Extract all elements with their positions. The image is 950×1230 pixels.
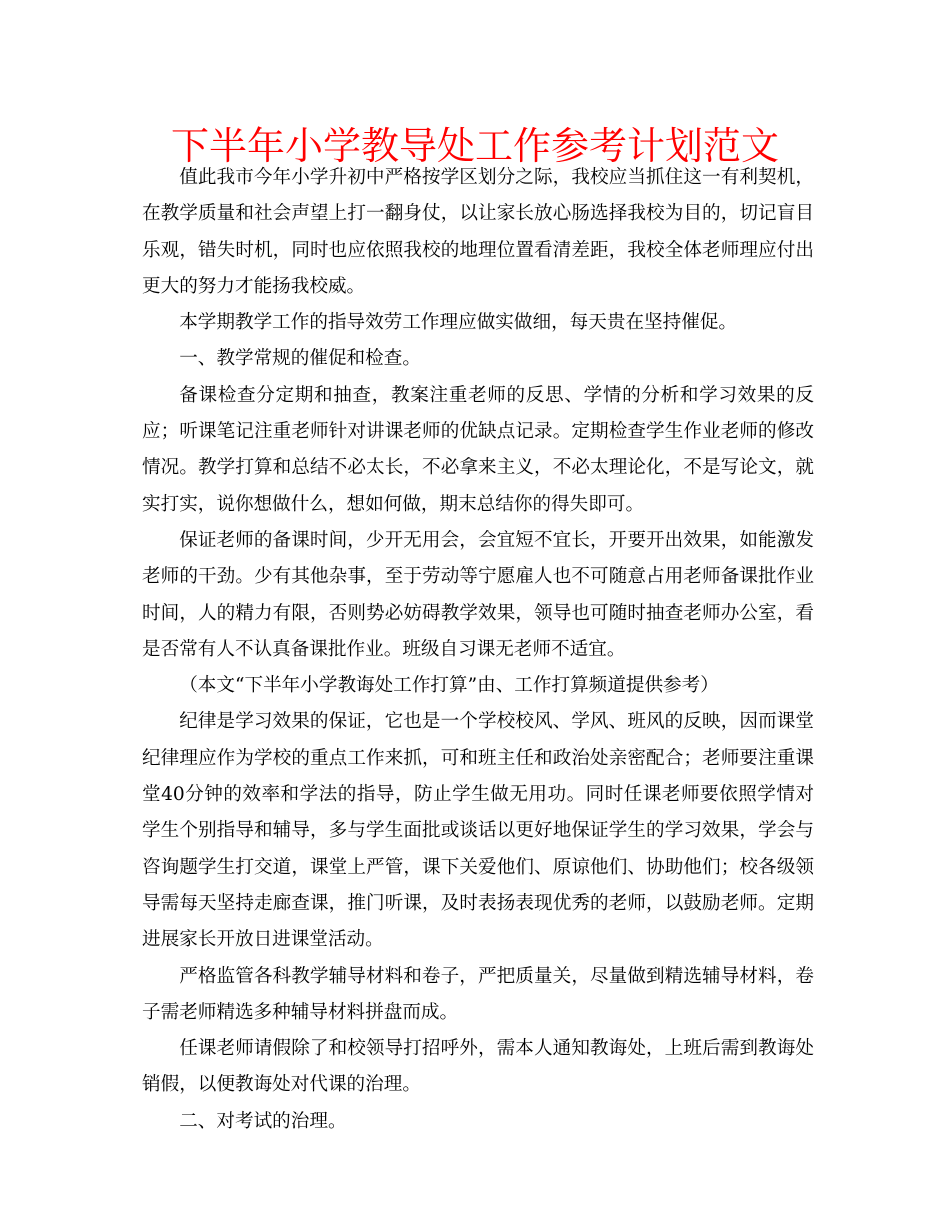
paragraph-leave: 任课老师请假除了和校领导打招呼外，需本人通知教诲处，上班后需到教诲处销假，以便教诲处对代课的治理。	[142, 1038, 814, 1096]
paragraph-lesson-check: 备课检查分定期和抽查，教案注重老师的反思、学情的分析和学习效果的反应；听课笔记注重老师针对讲课老师的优缺点记录。定期检查学生作业老师的修改情况。教学打算和总结不必太长，不必拿来主义，不必太理论化，不是写论文，就实打实，说你想做什么，想如何做，期末总结你的得失即可。	[142, 384, 814, 515]
section-heading-1: 一、教学常规的催促和检查。	[179, 348, 421, 370]
paragraph-materials: 严格监管各科教学辅导材料和卷子，严把质量关，尽量做到精选辅导材料，卷子需老师精选多种辅导材料拼盘而成。	[142, 965, 814, 1023]
document-title: 下半年小学教导处工作参考计划范文	[170, 124, 779, 168]
paragraph-intro: 值此我市今年小学升初中严格按学区划分之际，我校应当抓住这一有利契机，在教学质量和社会声望上打一翻身仗，以让家长放心肠选择我校为目的，切记盲目乐观，错失时机，同时也应依照我校的地理位置看清差距，我校全体老师理应付出更大的努力才能扬我校威。	[142, 167, 814, 297]
paragraph-discipline: 纪律是学习效果的保证，它也是一个学校校风、学风、班风的反映，因而课堂纪律理应作为学校的重点工作来抓，可和班主任和政治处亲密配合；老师要注重课堂40分钟的效率和学法的指导，防止学生做无用功。同时任课老师要依照学情对学生个别指导和辅导，多与学生面批或谈话以更好地保证学生的学习效果，学会与咨询题学生打交道，课堂上严管，课下关爱他们、原谅他们、协助他们；校各级领导需每天坚持走廊查课，推门听课，及时表扬表现优秀的老师，以鼓励老师。定期进展家长开放日进课堂活动。	[142, 711, 814, 951]
paragraph-prep-time: 保证老师的备课时间，少开无用会，会宜短不宜长，开要开出效果，如能激发老师的干劲。少有其他杂事，至于劳动等宁愿雇人也不可随意占用老师备课批作业时间，人的精力有限，否则势必妨碍教学效果，领导也可随时抽查老师办公室，看是否常有人不认真备课批作业。班级自习课无老师不适宜。	[142, 529, 814, 660]
paragraph-source-note: （本文“下半年小学教诲处工作打算”由、工作打算频道提供参考）	[179, 675, 719, 697]
section-heading-2: 二、对考试的治理。	[179, 1110, 347, 1132]
document-body	[142, 160, 814, 1140]
paragraph-guidance: 本学期教学工作的指导效劳工作理应做实做细，每天贵在坚持催促。	[179, 312, 738, 334]
